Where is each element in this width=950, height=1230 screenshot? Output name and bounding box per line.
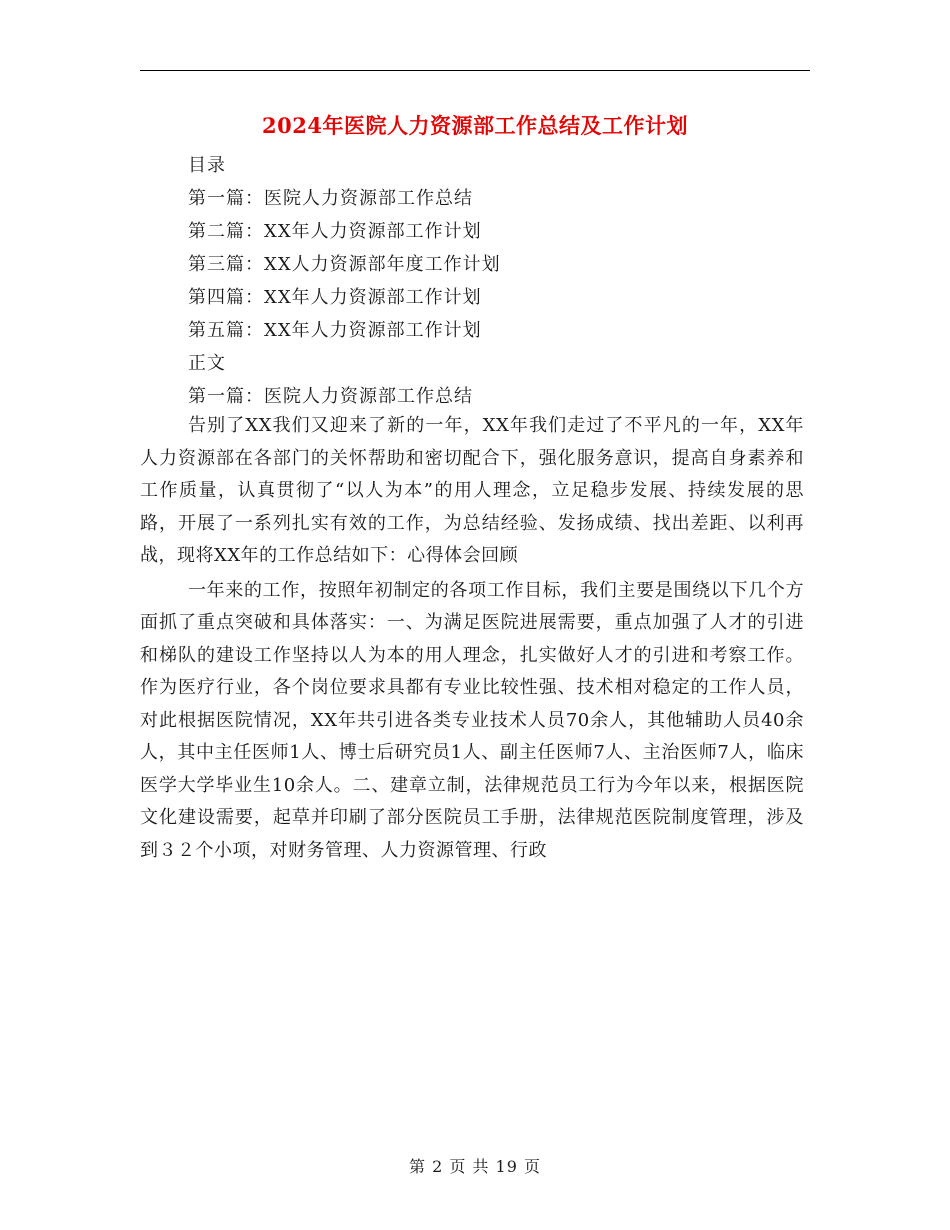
toc-item: 第四篇：XX年人力资源部工作计划 <box>188 287 482 308</box>
table-of-contents <box>188 149 501 413</box>
body-heading: 正文 <box>188 353 226 374</box>
toc-heading: 目录 <box>188 155 226 176</box>
document-title: 2024年医院人力资源部工作总结及工作计划 <box>262 113 688 138</box>
header-rule <box>140 70 810 71</box>
toc-item: 第五篇：XX年人力资源部工作计划 <box>188 320 482 341</box>
section-title: 第一篇：医院人力资源部工作总结 <box>188 386 473 407</box>
page-number-footer: 第 2 页 共 19 页 <box>409 1157 541 1176</box>
paragraph: 一年来的工作，按照年初制定的各项工作目标，我们主要是围绕以下几个方面抓了重点突破和具体落实：一、为满足医院进展需要，重点加强了人才的引进和梯队的建设工作坚持以人为本的用人理念，扎实做好人才的引进和考察工作。作为医疗行业，各个岗位要求具都有专业比较性强、技术相对稳定的工作人员，对此根据医院情况，XX年共引进各类专业技术人员70余人，其他辅助人员40余人，其中主任医师1人、博士后研究员1人、副主任医师7人、主治医师7人，临床医学大学毕业生10余人。二、建章立制，法律规范员工行为今年以来，根据医院文化建设需要，起草并印刷了部分医院员工手册，法律规范医院制度管理，涉及到３２个小项，对财务管理、人力资源管理、行政 <box>140 579 804 861</box>
paragraph: 告别了XX我们又迎来了新的一年，XX年我们走过了不平凡的一年，XX年人力资源部在各部门的关怀帮助和密切配合下，强化服务意识，提高自身素养和工作质量，认真贯彻了“以人为本”的用人理念，立足稳步发展、持续发展的思路，开展了一系列扎实有效的工作，为总结经验、发扬成绩、找出差距、以利再战，现将XX年的工作总结如下：心得体会回顾 <box>140 415 804 566</box>
toc-item: 第一篇：医院人力资源部工作总结 <box>188 188 473 209</box>
toc-item: 第三篇：XX人力资源部年度工作计划 <box>188 254 501 275</box>
body-text <box>140 410 804 869</box>
toc-item: 第二篇：XX年人力资源部工作计划 <box>188 221 482 242</box>
